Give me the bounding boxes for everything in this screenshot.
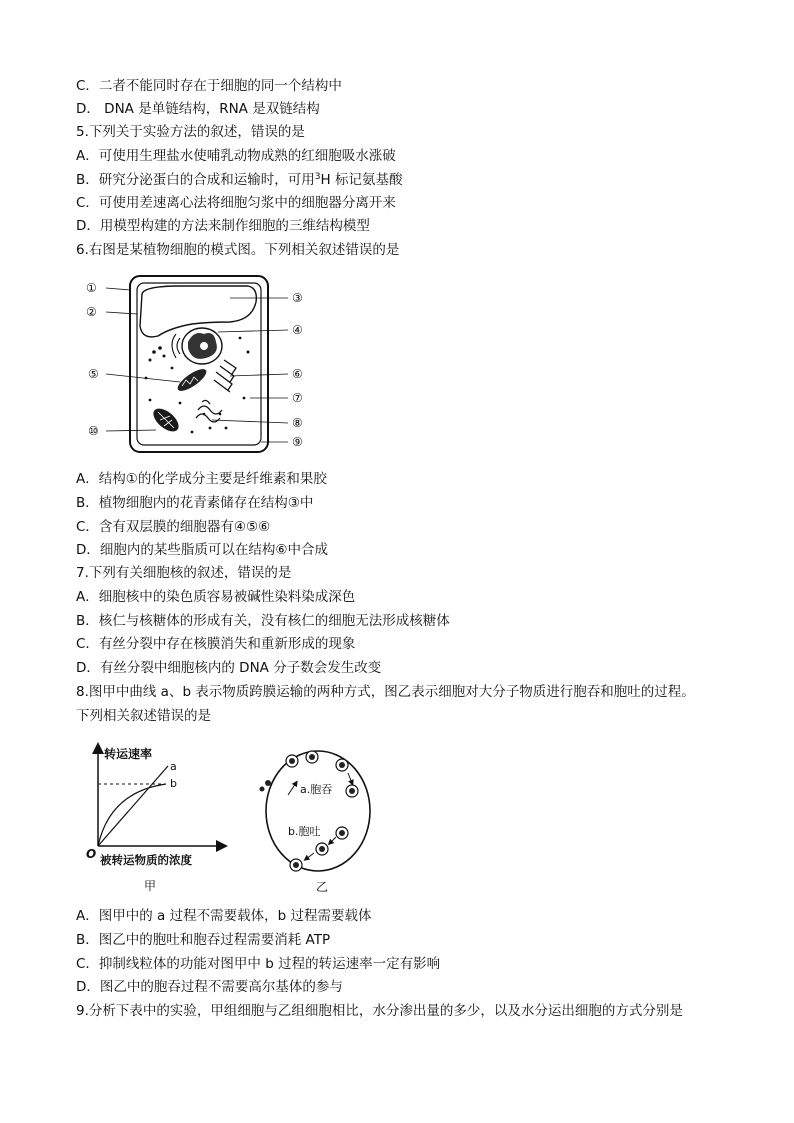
- q8-option-c: C．抑制线粒体的功能对图甲中 b 过程的转运速率一定有影响: [76, 956, 441, 972]
- yi-caption: 乙: [316, 880, 329, 894]
- label-9: ⑨: [292, 435, 303, 449]
- curve-a: [98, 766, 168, 846]
- q8-option-a: A．图甲中的 a 过程不需要载体，b 过程需要载体: [76, 908, 372, 924]
- label-1: ①: [86, 281, 97, 295]
- q5-option-b-pre: B．研究分泌蛋白的合成和运输时，可用: [76, 172, 315, 188]
- q4-option-c: C．二者不能同时存在于细胞的同一个结构中: [76, 78, 342, 94]
- q6-option-b: B．植物细胞内的花青素储存在结构③中: [76, 495, 314, 511]
- jia-origin: O: [86, 847, 97, 861]
- label-6: ⑥: [292, 367, 303, 381]
- q6-option-c: C．含有双层膜的细胞器有④⑤⑥: [76, 519, 271, 535]
- label-4: ④: [292, 323, 303, 337]
- label-3: ③: [292, 291, 303, 305]
- q7-option-a: A．细胞核中的染色质容易被碱性染料染成深色: [76, 589, 356, 605]
- q7-stem: 7.下列有关细胞核的叙述，错误的是: [76, 565, 292, 581]
- q8-option-b: B．图乙中的胞吐和胞吞过程需要消耗 ATP: [76, 932, 331, 948]
- q5-option-d: D．用模型构建的方法来制作细胞的三维结构模型: [76, 218, 370, 234]
- jia-caption: 甲: [144, 879, 157, 893]
- q5-option-b-sup: 3: [314, 172, 321, 182]
- jia-curve-a-label: a: [170, 760, 177, 773]
- q7-option-b: B．核仁与核糖体的形成有关，没有核仁的细胞无法形成核糖体: [76, 613, 450, 629]
- q5-option-c: C．可使用差速离心法将细胞匀浆中的细胞器分离开来: [76, 195, 396, 211]
- yi-label-b: b.胞吐: [288, 825, 321, 838]
- curve-b: [98, 784, 166, 846]
- q5-option-a: A．可使用生理盐水使哺乳动物成熟的红细胞吸水涨破: [76, 148, 396, 164]
- figure-jia-transport-rate: [80, 740, 240, 896]
- q4-option-d: D． DNA 是单链结构，RNA 是双链结构: [76, 101, 320, 117]
- q8-option-d: D．图乙中的胞吞过程不需要高尔基体的参与: [76, 979, 343, 995]
- q6-option-d: D．细胞内的某些脂质可以在结构⑥中合成: [76, 542, 328, 558]
- q5-stem: 5.下列关于实验方法的叙述，错误的是: [76, 124, 305, 140]
- label-8: ⑧: [292, 416, 303, 430]
- label-7: ⑦: [292, 391, 303, 405]
- yi-label-a: a.胞吞: [300, 783, 333, 796]
- plant-cell-diagram: [80, 268, 320, 460]
- q7-option-d: D．有丝分裂中细胞核内的 DNA 分子数会发生改变: [76, 660, 382, 676]
- label-10: ⑩: [88, 424, 99, 438]
- label-5: ⑤: [88, 367, 99, 381]
- figure-yi-endo-exocytosis: [252, 745, 382, 897]
- jia-xlabel: 被转运物质的浓度: [100, 853, 192, 867]
- jia-ylabel: 转运速率: [104, 747, 153, 761]
- rough-er: [196, 400, 222, 422]
- label-2: ②: [86, 305, 97, 319]
- q5-option-b-post: H 标记氨基酸: [320, 172, 403, 188]
- q8-stem-line2: 下列相关叙述错误的是: [76, 708, 211, 724]
- jia-curve-b-label: b: [170, 777, 177, 790]
- q9-stem: 9.分析下表中的实验，甲组细胞与乙组细胞相比，水分渗出量的多少，以及水分运出细胞的方式分别是: [76, 1003, 683, 1019]
- q5-option-b: [76, 171, 402, 189]
- q7-option-c: C．有丝分裂中存在核膜消失和重新形成的现象: [76, 636, 356, 652]
- q6-option-a: A．结构①的化学成分主要是纤维素和果胶: [76, 471, 327, 487]
- q6-stem: 6.右图是某植物细胞的模式图。下列相关叙述错误的是: [76, 242, 400, 258]
- q8-stem-line1: 8.图甲中曲线 a、b 表示物质跨膜运输的两种方式，图乙表示细胞对大分子物质进行胞吞和胞吐的过程。: [76, 684, 695, 700]
